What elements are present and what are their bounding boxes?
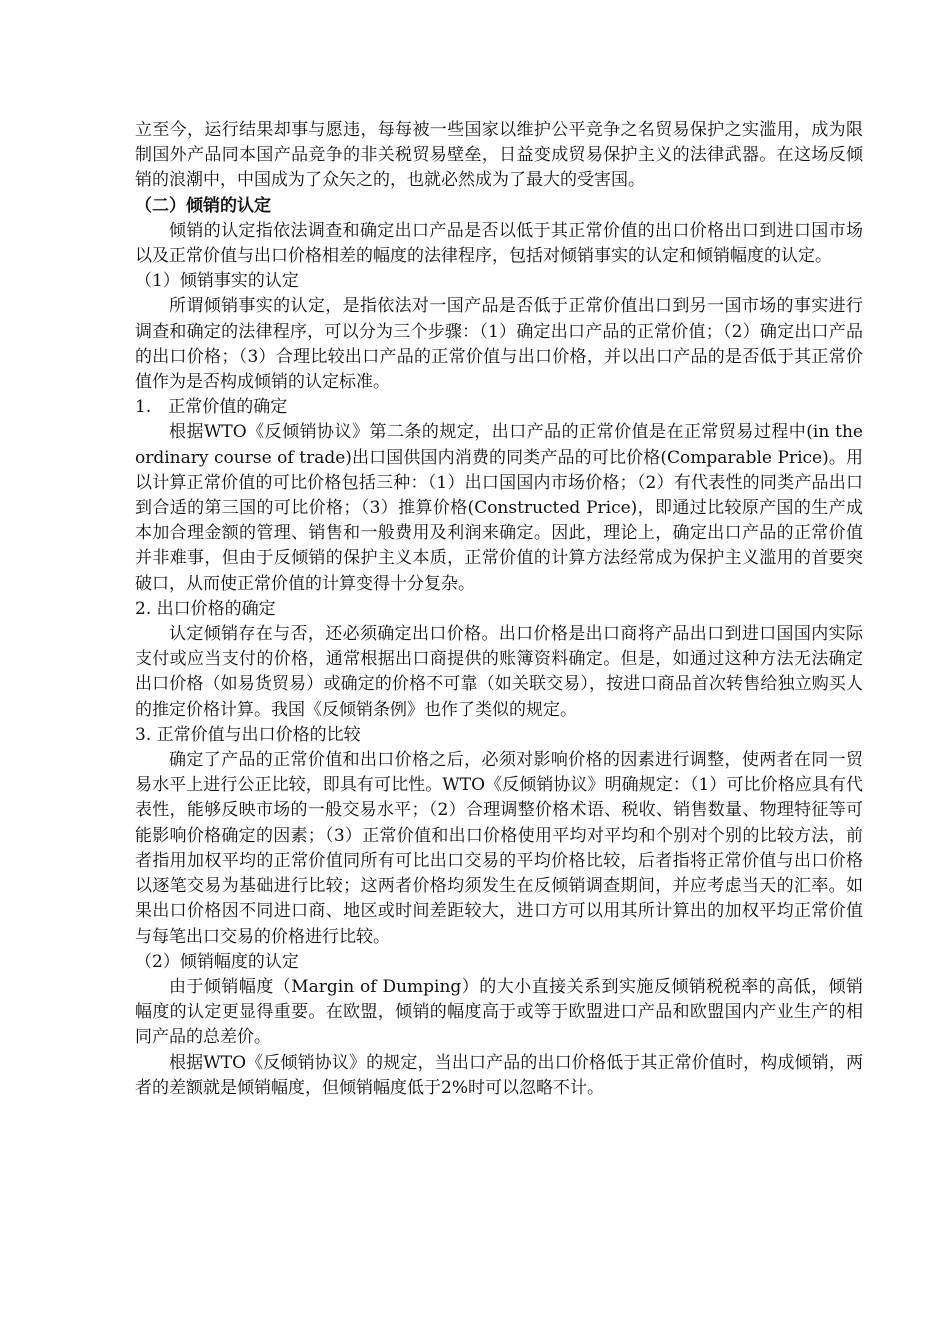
section-heading-dumping-determination: （二）倾销的认定: [135, 195, 271, 216]
paragraph-intro-continued: 立至今，运行结果却事与愿违，每每被一些国家以维护公平竞争之名贸易保护之实滥用，成为限制国外产品同本国产品竞争的非关税贸易壁垒，日益变成贸易保护主义的法律武器。在这场反倾销的浪潮中，中国成为了众矢之的，也就必然成为了最大的受害国。: [135, 120, 863, 191]
paragraph-export-price: 认定倾销存在与否，还必须确定出口价格。出口价格是出口商将产品出口到进口国国内实际支付或应当支付的价格，通常根据出口商提供的账簿资料确定。但是，如通过这种方法无法确定出口价格（如易货贸易）或确定的价格不可靠（如关联交易），按进口商品首次转售给独立购买人的推定价格计算。我国《反倾销条例》也作了类似的规定。: [135, 624, 863, 720]
subheading-normal-value: 1. 正常价值的确定: [135, 397, 288, 418]
document-body: [135, 118, 863, 1101]
subheading-export-price: 2. 出口价格的确定: [135, 598, 276, 619]
paragraph-dumping-determination: 倾销的认定指依法调查和确定出口产品是否以低于其正常价值的出口价格出口到进口国市场以及正常价值与出口价格相差的幅度的法律程序，包括对倾销事实的认定和倾销幅度的认定。: [135, 220, 863, 267]
subheading-dumping-fact: （1）倾销事实的认定: [135, 271, 299, 292]
subheading-price-comparison: 3. 正常价值与出口价格的比较: [135, 724, 361, 745]
paragraph-price-comparison: 确定了产品的正常价值和出口价格之后，必须对影响价格的因素进行调整，使两者在同一贸易水平上进行公正比较，即具有可比性。WTO《反倾销协议》明确规定：（1）可比价格应具有代表性，能够反映市场的一般交易水平；（2）合理调整价格术语、税收、销售数量、物理特征等可能影响价格确定的因素；（3）正常价值和出口价格使用平均对平均和个别对个别的比较方法，前者指用加权平均的正常价值同所有可比出口交易的平均价格比较，后者指将正常价值与出口价格以逐笔交易为基础进行比较；这两者价格均须发生在反倾销调查期间，并应考虑当天的汇率。如果出口价格因不同进口商、地区或时间差距较大，进口方可以用其所计算出的加权平均正常价值与每笔出口交易的价格进行比较。: [135, 750, 863, 947]
paragraph-wto-margin-rule: 根据WTO《反倾销协议》的规定，当出口产品的出口价格低于其正常价值时，构成倾销，两者的差额就是倾销幅度，但倾销幅度低于2%时可以忽略不计。: [135, 1052, 863, 1098]
paragraph-dumping-fact: 所谓倾销事实的认定，是指依法对一国产品是否低于正常价值出口到另一国市场的事实进行调查和确定的法律程序，可以分为三个步骤：（1）确定出口产品的正常价值；（2）确定出口产品的出口价格；（3）合理比较出口产品的正常价值与出口价格，并以出口产品的是否低于其正常价值作为是否构成倾销的认定标准。: [135, 296, 863, 393]
paragraph-dumping-margin: 由于倾销幅度（Margin of Dumping）的大小直接关系到实施反倾销税税率的高低，倾销幅度的认定更显得重要。在欧盟，倾销的幅度高于或等于欧盟进口产品和欧盟国内产业生产的相同产品的总差价。: [135, 976, 863, 1048]
paragraph-normal-value: 根据WTO《反倾销协议》第二条的规定，出口产品的正常价值是在正常贸易过程中(in the ordinary course of trade)出口国供国内消费的同类产品的可比价格(Comparable Price)。用以计算正常价值的可比价格包括三种：（1）出口国国内市场价格；（2）有代表性的同类产品出口到合适的第三国的可比价格；（3）推算价格(Constructed Price)，即通过比较原产国的生产成本加合理金额的管理、销售和一般费用及利润来确定。因此，理论上，确定出口产品的正常价值并非难事，但由于反倾销的保护主义本质，正常价值的计算方法经常成为保护主义滥用的首要突破口，从而使正常价值的计算变得十分复杂。: [135, 422, 863, 594]
subheading-dumping-margin: （2）倾销幅度的认定: [135, 951, 299, 972]
